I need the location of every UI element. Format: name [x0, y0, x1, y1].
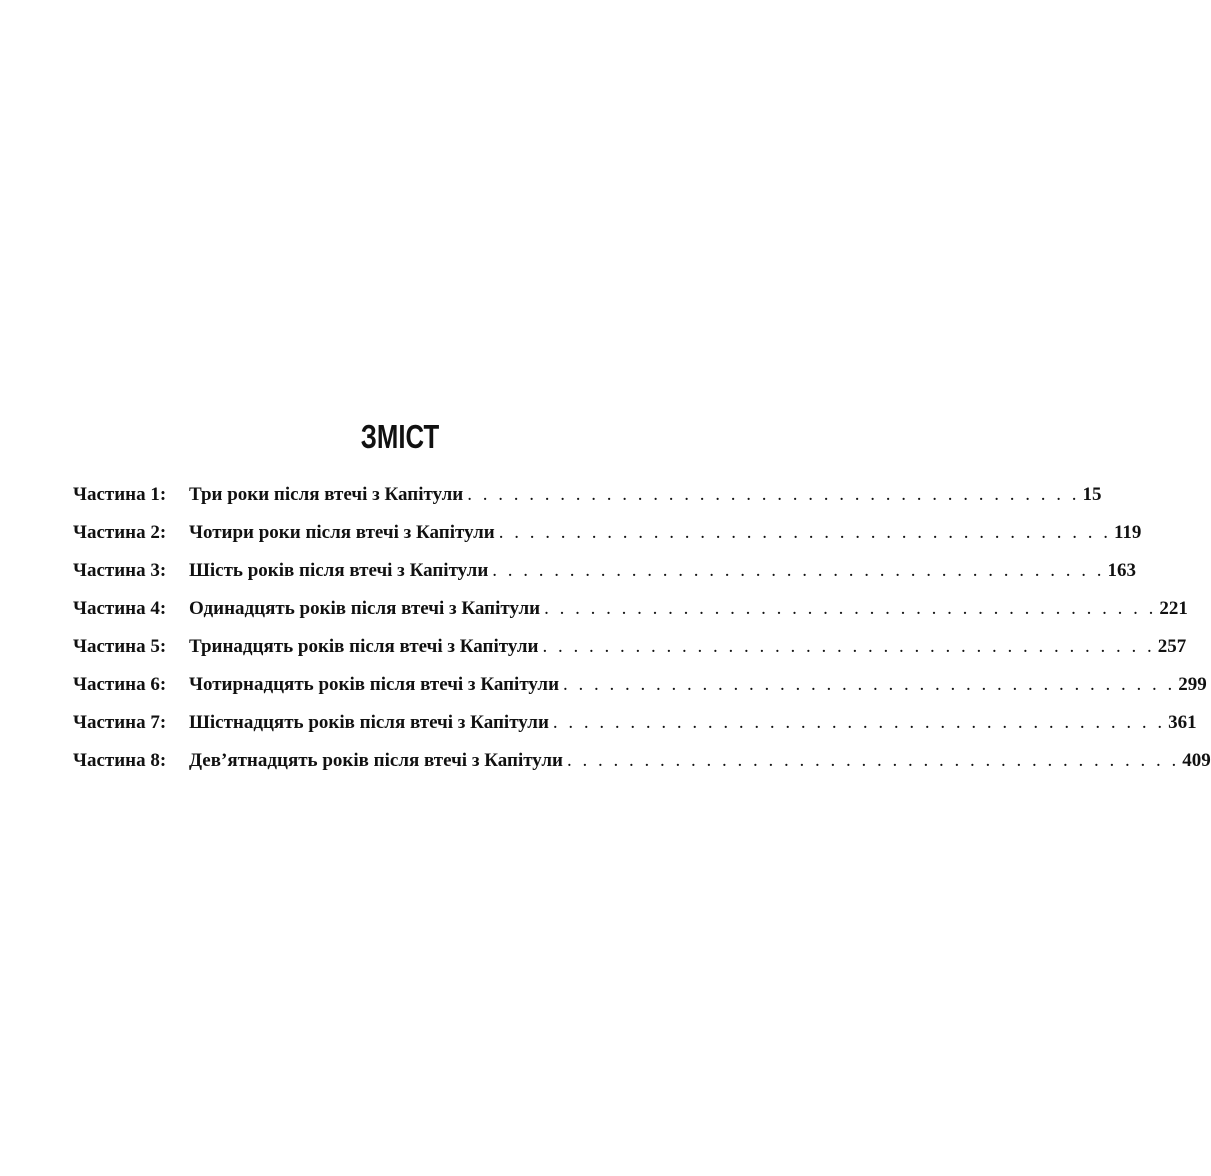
toc-dot-leader: . . . . . . . . . . . . . . . . . . . . . . . . . . . . . . . . . . . . . . . .	[467, 484, 1080, 505]
toc-entry-part: Частина 8:	[73, 750, 167, 771]
toc-entry-part: Частина 4:	[73, 598, 167, 619]
toc-entry-title: Шістнадцять років після втечі з Капітули	[189, 712, 549, 733]
toc-entry	[73, 674, 1207, 712]
toc-entry-page: 221	[1159, 598, 1188, 619]
toc-entry-part: Частина 1:	[73, 484, 167, 505]
toc-entry	[73, 598, 1188, 636]
toc-dot-leader: . . . . . . . . . . . . . . . . . . . . . . . . . . . . . . . . . . . . . . . .	[542, 636, 1155, 657]
toc-entry	[73, 522, 1142, 560]
toc-entry-title: Чотирнадцять років після втечі з Капітули	[189, 674, 560, 695]
toc-dot-leader: . . . . . . . . . . . . . . . . . . . . . . . . . . . . . . . . . . . . . . . .	[498, 522, 1111, 543]
toc-entry	[73, 636, 1187, 674]
toc-entry-part: Частина 2:	[73, 522, 167, 543]
toc-entry-part: Частина 3:	[73, 560, 167, 581]
toc-entry-title: Одинадцять років після втечі з Капітули	[189, 598, 541, 619]
toc-entry-part: Частина 6:	[73, 674, 167, 695]
toc-list	[73, 484, 1211, 788]
toc-dot-leader: . . . . . . . . . . . . . . . . . . . . . . . . . . . . . . . . . . . . . . . .	[492, 560, 1105, 581]
toc-entry	[73, 560, 1137, 598]
toc-title: ЗМІСТ	[360, 418, 440, 455]
toc-entry-page: 163	[1107, 560, 1137, 581]
toc-entry	[73, 750, 1211, 788]
toc-entry-page: 409	[1182, 750, 1211, 771]
toc-entry-title: Шість років після втечі з Капітули	[189, 560, 489, 581]
toc-entry-title: Три роки після втечі з Капітули	[189, 484, 464, 505]
toc-entry-title: Тринадцять років після втечі з Капітули	[189, 636, 539, 657]
toc-entry-part: Частина 5:	[73, 636, 167, 657]
toc-entry-page: 15	[1082, 484, 1102, 505]
toc-dot-leader: . . . . . . . . . . . . . . . . . . . . . . . . . . . . . . . . . . . . . . . .	[563, 674, 1176, 695]
toc-entry-page: 257	[1157, 636, 1187, 657]
toc-dot-leader: . . . . . . . . . . . . . . . . . . . . . . . . . . . . . . . . . . . . . . . .	[566, 750, 1180, 771]
toc-entry-title: Чотири роки після втечі з Капітули	[189, 522, 495, 543]
toc-entry-page: 361	[1168, 712, 1197, 733]
toc-entry	[73, 712, 1197, 750]
toc-dot-leader: . . . . . . . . . . . . . . . . . . . . . . . . . . . . . . . . . . . . . . . .	[552, 712, 1166, 733]
toc-entry-page: 119	[1113, 522, 1142, 543]
toc-entry-part: Частина 7:	[73, 712, 167, 733]
toc-entry	[73, 484, 1102, 522]
toc-entry-title: Дев’ятнадцять років після втечі з Капітули	[189, 750, 563, 771]
toc-entry-page: 299	[1178, 674, 1207, 695]
toc-dot-leader: . . . . . . . . . . . . . . . . . . . . . . . . . . . . . . . . . . . . . . . .	[544, 598, 1157, 619]
